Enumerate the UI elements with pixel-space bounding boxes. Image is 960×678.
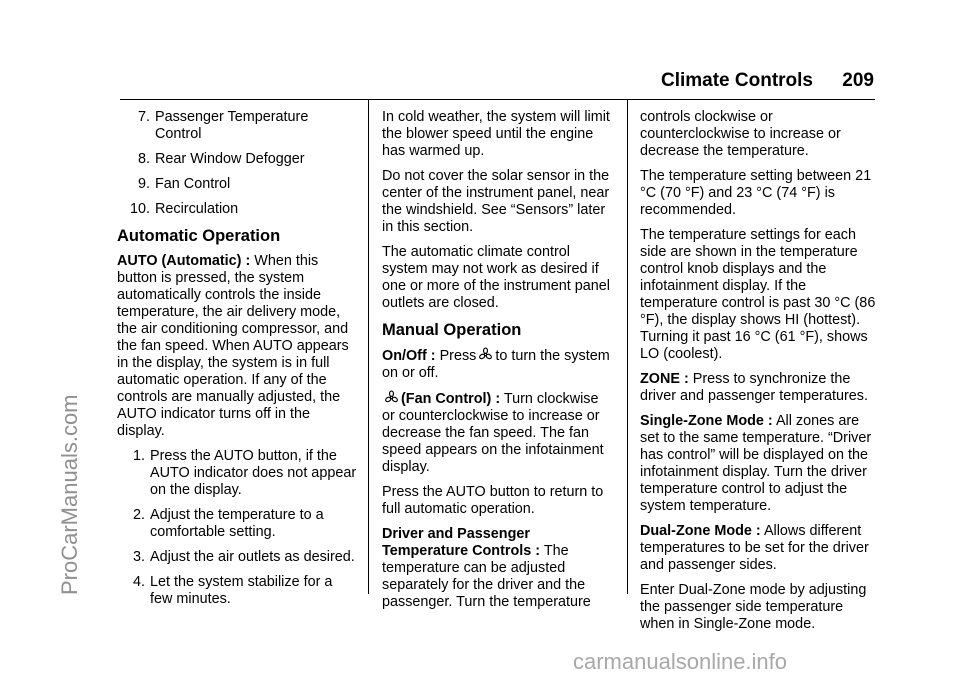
auto-paragraph bbox=[117, 253, 357, 440]
fan-label: (Fan Control) : bbox=[401, 391, 501, 407]
automatic-operation-heading: Automatic Operation bbox=[117, 227, 281, 245]
zone-label: ZONE : bbox=[640, 371, 689, 387]
column-divider-2 bbox=[627, 100, 628, 594]
step-item bbox=[117, 507, 357, 541]
single-zone-paragraph bbox=[640, 413, 878, 515]
dual-zone-text: Allows different temperatures to be set for the driver and passenger sides. bbox=[640, 523, 869, 573]
driver-passenger-label: Driver and Passenger Temperature Controls : bbox=[382, 526, 541, 559]
step-number: 4. bbox=[132, 574, 145, 590]
paragraph: In cold weather, the system will limit the blower speed until the engine has warmed up. bbox=[382, 109, 610, 159]
list-item-text: Fan Control bbox=[155, 176, 231, 192]
onoff-label: On/Off : bbox=[382, 348, 436, 364]
list-item-number: 7. bbox=[137, 109, 150, 125]
column-2 bbox=[382, 109, 614, 619]
single-zone-text: All zones are set to the same temperature. “Driver has control” will be displayed on the infotainment display. Turn the driver temperature control to adjust the system temperature. bbox=[640, 413, 872, 514]
list-item bbox=[117, 201, 357, 218]
side-watermark: ProCarManuals.com bbox=[57, 394, 82, 595]
paragraph: The automatic climate control system may not work as desired if one or more of the instrument panel outlets are closed. bbox=[382, 244, 610, 311]
step-text: Adjust the air outlets as desired. bbox=[150, 549, 355, 565]
list-item-number: 9. bbox=[137, 176, 150, 192]
list-item-text: Passenger Temperature Control bbox=[155, 109, 309, 142]
fan-icon bbox=[478, 347, 493, 362]
column-1 bbox=[117, 109, 357, 616]
fan-control-paragraph bbox=[382, 390, 614, 476]
onoff-pre: Press bbox=[439, 348, 477, 364]
page-number: 209 bbox=[842, 70, 874, 91]
column-3 bbox=[640, 109, 878, 641]
onoff-paragraph bbox=[382, 347, 614, 382]
list-item-text: Rear Window Defogger bbox=[155, 151, 305, 167]
paragraph: The temperature setting between 21 °C (70 °F) and 23 °C (74 °F) is recommended. bbox=[640, 168, 872, 218]
auto-text: When this button is pressed, the system automatically controls the inside temperature, the air delivery mode, the air conditioning compressor, and the fan speed. When AUTO appears in the display, the system is in full automatic operation. If any of the controls are manually adjusted, the AUTO indicator turns off in the display. bbox=[117, 253, 349, 439]
driver-passenger-paragraph bbox=[382, 526, 614, 611]
step-number: 3. bbox=[132, 549, 145, 565]
list-item bbox=[117, 176, 357, 193]
zone-text: Press to synchronize the driver and passenger temperatures. bbox=[640, 371, 868, 404]
manual-operation-heading: Manual Operation bbox=[382, 321, 522, 339]
paragraph: Press the AUTO button to return to full automatic operation. bbox=[382, 484, 604, 517]
step-number: 2. bbox=[132, 507, 145, 523]
list-item bbox=[117, 109, 357, 143]
step-item bbox=[117, 549, 357, 566]
auto-label: AUTO (Automatic) : bbox=[117, 253, 251, 269]
column-divider-1 bbox=[368, 100, 369, 594]
page-header bbox=[661, 70, 874, 92]
list-item bbox=[117, 151, 357, 168]
step-item bbox=[117, 448, 357, 499]
zone-paragraph bbox=[640, 371, 878, 405]
onoff-post: to turn the system on or off. bbox=[382, 348, 610, 381]
paragraph: Do not cover the solar sensor in the center of the instrument panel, near the windshield. See “Sensors” later in this section. bbox=[382, 168, 610, 235]
list-item-number: 8. bbox=[137, 151, 150, 167]
list-item-number: 10. bbox=[129, 201, 150, 217]
fan-text: Turn clockwise or counterclockwise to increase or decrease the fan speed. The fan speed appears on the infotainment display. bbox=[382, 391, 604, 475]
footer-watermark: carmanualsonline.info bbox=[573, 649, 788, 674]
fan-icon bbox=[384, 390, 399, 405]
dual-zone-paragraph bbox=[640, 523, 878, 574]
step-number: 1. bbox=[132, 448, 145, 464]
section-title: Climate Controls bbox=[660, 70, 814, 91]
paragraph: controls clockwise or counterclockwise to increase or decrease the temperature. bbox=[640, 109, 841, 159]
step-text: Press the AUTO button, if the AUTO indicator does not appear on the display. bbox=[150, 448, 357, 498]
step-item bbox=[117, 574, 357, 608]
dual-zone-label: Dual-Zone Mode : bbox=[640, 523, 761, 539]
step-text: Adjust the temperature to a comfortable setting. bbox=[150, 507, 324, 540]
header-rule bbox=[120, 99, 875, 100]
step-text: Let the system stabilize for a few minutes. bbox=[150, 574, 333, 607]
single-zone-label: Single-Zone Mode : bbox=[640, 413, 773, 429]
paragraph: Enter Dual-Zone mode by adjusting the passenger side temperature when in Single-Zone mode. bbox=[640, 582, 867, 632]
driver-passenger-text: The temperature can be adjusted separately for the driver and the passenger. Turn the temperature bbox=[382, 543, 591, 610]
paragraph: The temperature settings for each side are shown in the temperature control knob displays and the infotainment display. If the temperature control is past 30 °C (86 °F), the display shows HI (hottest). Turning it past 16 °C (61 °F), shows LO (coolest). bbox=[640, 227, 876, 362]
list-item-text: Recirculation bbox=[155, 201, 239, 217]
